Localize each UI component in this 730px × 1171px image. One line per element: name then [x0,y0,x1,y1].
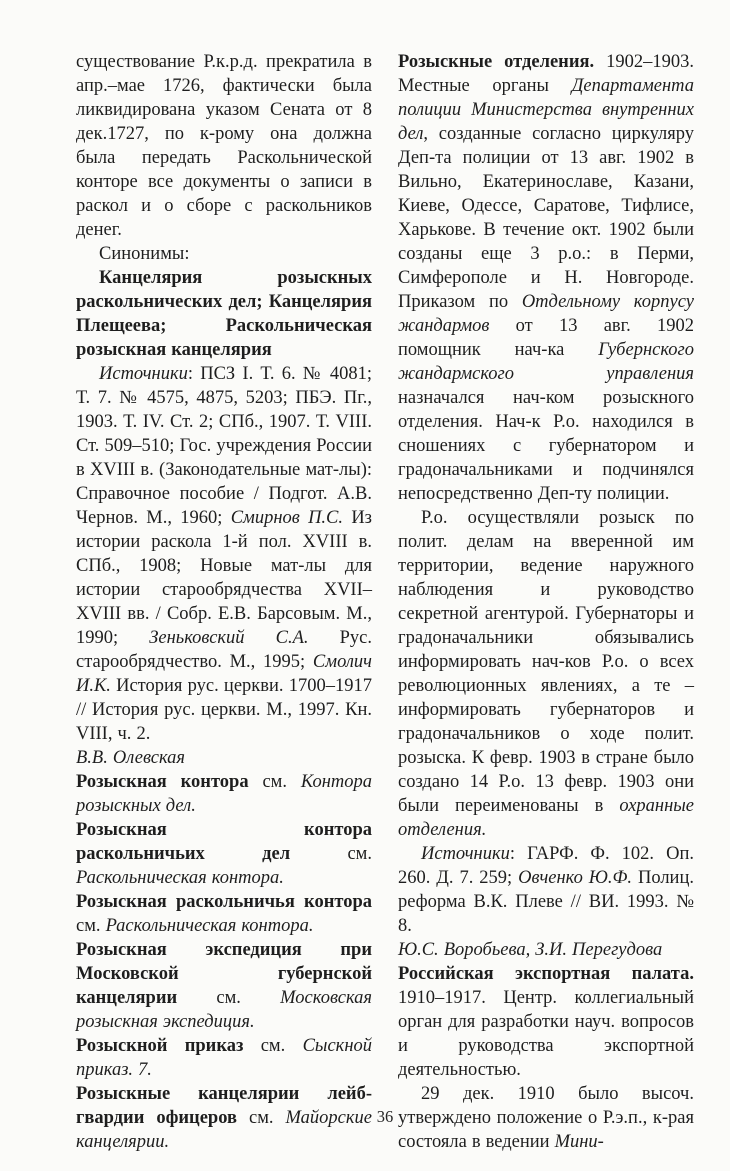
author-signature [398,938,694,962]
bold-text: Розыскные отделения. [398,52,595,72]
text-columns [76,50,694,1154]
italic-text: Департамента полиции Министерства внутренних дел [398,76,694,144]
text-run: см. [177,988,281,1008]
italic-text: Мини- [554,1132,604,1152]
bold-text: Розыскная раскольничья контора [76,892,372,912]
italic-text: Майорские канцелярии. [76,1108,372,1152]
italic-text: Смирнов П.С. [230,508,344,528]
italic-text: Источники [421,844,510,864]
sources-note [398,842,694,938]
text-run: История рус. церкви. 1700–1917 // История рус. церкви. М., 1997. Кн. VIII, ч. 2. [76,676,372,744]
text-run: назначался нач-ком розыскного отделения. Нач-к Р.о. находился в сношениях с губернатором и градоначальниками и подчинялся непосредственно Деп-ту полиции. [398,388,694,504]
italic-text: охранные отделения. [398,796,694,840]
text-run: Рус. старообрядчество. М., 1995; [76,628,372,672]
italic-text: Смолич И.К. [76,652,372,696]
paragraph-continuation [76,50,372,242]
text-run: : ГАРФ. Ф. 102. Оп. 260. Д. 7. 259; [398,844,694,888]
text-run: Р.о. осуществляли розыск по полит. делам на вверенной им территории, ведение наружного наблюдения и руководство секретной агентурой. Губернаторы и градоначальники обязывались информировать нач-ков Р.о. о всех революционных явлениях, а те – информировать губернаторов и градоначальников о ходе полит. розыска. К февр. 1903 в стране было создано 14 Р.о. 13 февр. 1903 они были переименованы в [398,508,694,816]
text-run: см. [237,1108,286,1128]
italic-text: Отдельному корпусу жандармов [398,292,695,336]
entry-rozysknaya-kontora [76,770,372,818]
bold-text: Канцелярия розыскных раскольнических дел; Канцелярия Плещеева; Раскольническая розыскная канцелярия [76,268,372,360]
italic-text: Источники [99,364,188,384]
entry-rozysknaya-raskolnichya-kontora [76,890,372,938]
bold-text: Российская экспортная палата. [398,964,694,984]
italic-text: Ю.С. Воробьева, З.И. Перегудова [398,940,663,960]
page-footer [76,1107,694,1127]
italic-text: В.В. Олевская [76,748,186,768]
paragraph-ro-functions [398,506,694,842]
text-run: , созданные согласно циркуляру Деп-та полиции от 13 авг. 1902 в Вильно, Екатеринославе, Казани, Киеве, Одессе, Саратове, Тифлисе, Харькове. В течение окт. 1902 были созданы еще 3 р.о.: в Перми, Симферополе и Н. Новгороде. Приказом по [398,124,694,312]
left-column [76,50,372,1154]
right-column [398,50,694,1154]
synonyms-list [76,266,372,362]
text-run: Синонимы: [99,244,190,264]
text-run: см. [290,844,372,864]
text-run: : ПСЗ I. Т. 6. № 4081; Т. 7. № 4575, 4875, 5203; ПБЭ. Пг., 1903. Т. IV. Ст. 2; СПб., 1907. Т. VIII. Ст. 509–510; Гос. учреждения России в XVIII в. (Законодательные мат-лы): Справочное пособие / Подгот. А.В. Чернов. М., 1960; [76,364,372,528]
synonyms-label [76,242,372,266]
italic-text: Овченко Ю.Ф. [518,868,633,888]
italic-text: Губернского жандармского управления [398,340,694,384]
text-run: см. [76,916,106,936]
bold-text: Розыскная контора [76,772,249,792]
text-run: 29 дек. 1910 было высоч. утверждено положение о Р.э.п., к-рая состояла в ведении [398,1084,694,1152]
bold-text: Розыскная контора раскольничьих дел [76,820,372,864]
italic-text: Раскольническая контора. [76,868,284,888]
entry-rozysknaya-kontora-raskolnichikh-del [76,818,372,890]
italic-text: Контора розыскных дел. [76,772,372,816]
text-run: 1910–1917. Центр. коллегиальный орган для разработки науч. вопросов и руководства экспортной деятельностью. [398,988,694,1080]
text-run: 1902–1903. Местные органы [398,52,695,96]
text-run: Из истории раскола 1-й пол. XVIII в. СПб., 1908; Новые мат-лы для истории старообрядчества XVII–XVIII вв. / Собр. Е.В. Барсовым. М., 1990; [76,508,372,648]
page-number: 36 [376,1107,394,1126]
italic-text: Московская розыскная экспедиция. [76,988,372,1032]
entry-rozysknaya-ekspeditsiya [76,938,372,1034]
italic-text: Раскольническая контора. [105,916,314,936]
bold-text: Розыскной приказ [76,1036,244,1056]
author-signature [76,746,372,770]
entry-rozysknoy-prikaz [76,1034,372,1082]
text-run: см. [248,772,301,792]
text-run: см. [243,1036,303,1056]
bold-text: Розыскная экспедиция при Московской губернской канцелярии [76,940,372,1008]
text-run: существование Р.к.р.д. прекратила в апр.–мае 1726, фактически была ликвидирована указом Сената от 8 дек.1727, по к-рому она должна была передать Раскольнической конторе все документы о записи в раскол и о сборе с раскольников денег. [76,52,372,240]
text-run: от 13 авг. 1902 помощник нач-ка [398,316,694,360]
entry-rossiyskaya-eksportnaya-palata [398,962,694,1082]
italic-text: Сыскной приказ. 7. [76,1036,373,1080]
italic-text: Зеньковский С.А. [149,628,309,648]
bold-text: Розыскные канцелярии лейб-гвардии офицеров [76,1084,372,1128]
text-run: Полиц. реформа В.К. Плеве // ВИ. 1993. № 8. [398,868,694,936]
entry-rozysknye-otdeleniya [398,50,694,506]
sources-note [76,362,372,746]
